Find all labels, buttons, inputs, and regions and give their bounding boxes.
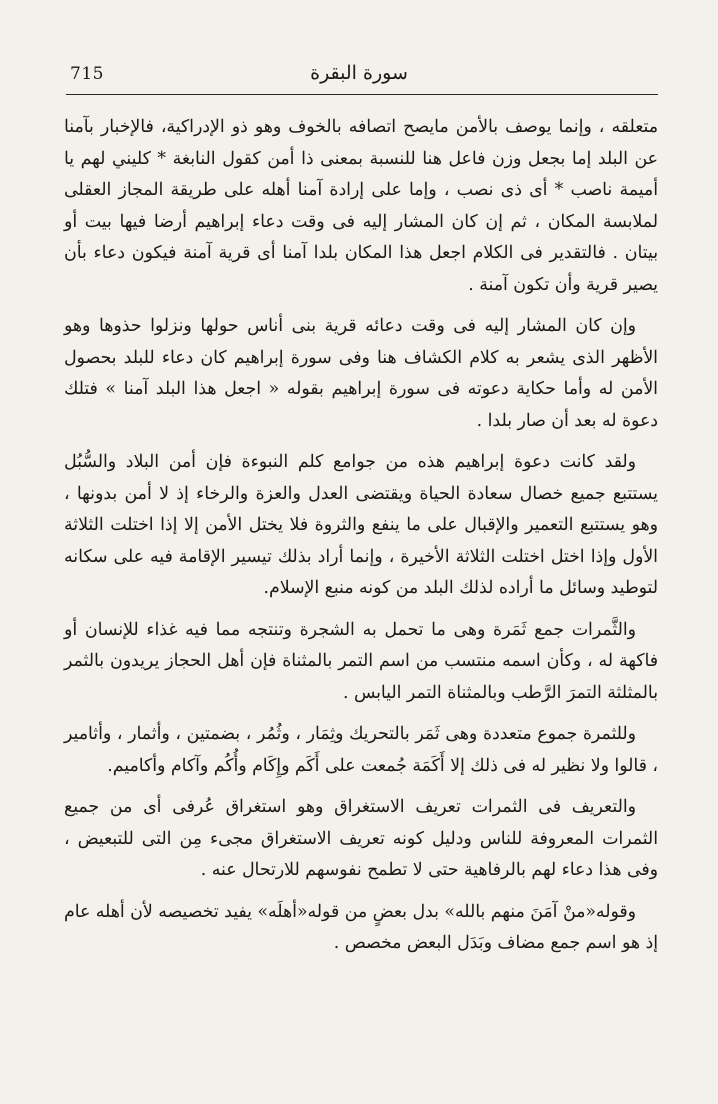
paragraph: وقوله«منْ آمَنَ منهم بالله» بدل بعضٍ من قوله«أهلَه» يفيد تخصيصه لأن أهله عام إذ هو اسم جمع مضاف وبَدَل البعض مخصص . [64,901,658,953]
page-number: 715 [70,64,104,84]
page-body [64,112,658,970]
paragraph: متعلقه ، وإنما يوصف بالأمن مايصح اتصافه بالخوف وهو ذو الإدراكية، فالإخبار بآمنا عن البلد إما بجعل وزن فاعل هنا للنسبة بمعنى ذا أمن كقول النابغة * كليني لهم يا أميمة ناصب * أى ذى نصب ، وإما على إرادة آمنا أهله على طريقة المجاز العقلى لملابسة المكان ، ثم إن كان المشار إليه فى وقت دعاء إبراهيم أرضا فيها بيت أو بيتان . فالتقدير فى الكلام اجعل هذا المكان بلدا آمنا أى قرية آمنة فيكون دعاء بأن يصير قرية وأن تكون آمنة . [64,117,658,295]
surah-title: سورة البقرة [310,62,408,84]
paragraph: وإن كان المشار إليه فى وقت دعائه قرية بنى أناس حولها ونزلوا حذوها وهو الأظهر الذى يشعر به كلام الكشاف هنا وفى سورة إبراهيم كان دعاء للبلد بحصول الأمن له وأما حكاية دعوته فى سورة إبراهيم بقوله « اجعل هذا البلد آمنا » فتلك دعوة له بعد أن صار بلدا . [64,316,658,431]
paragraph: وللثمرة جموع متعددة وهى ثَمَر بالتحريك وثِمَار ، وثُمُر ، بضمتين ، وأثمار ، وأثامير ، قالوا ولا نظير له فى ذلك إلا أَكَمَة جُمعت على أَكَم وإِكَام وأُكُم وآكام وأكاميم. [64,724,658,776]
page-header [62,52,656,88]
header-rule [66,94,658,95]
paragraph: والتعريف فى الثمرات تعريف الاستغراق وهو استغراق عُرفى أى من جميع الثمرات المعروفة للناس ودليل كونه تعريف الاستغراق مجىء مِن التى للتبعيض ، وفى هذا دعاء لهم بالرفاهية حتى لا تطمح نفوسهم للارتحال عنه . [64,797,658,880]
paragraph: والثَّمرات جمع ثَمَرة وهى ما تحمل به الشجرة وتنتجه مما فيه غذاء للإنسان أو فاكهة له ، وكأن اسمه منتسب من اسم التمر بالمثناة فإن أهل الحجاز يريدون بالثمر بالمثلثة التمرَ الرَّطب وبالمثناة التمر اليابس . [64,619,658,703]
paragraph: ولقد كانت دعوة إبراهيم هذه من جوامع كلم النبوءة فإن أمن البلاد والسُّبُل يستتبع جميع خصال سعادة الحياة ويقتضى العدل والعزة والرخاء إذ لا أمن بدونها ، وهو يستتبع التعمير والإقبال على ما ينفع والثروة فلا يختل الأمن إلا إذا اختلت الثلاثة الأول وإذا اختل اختلت الثلاثة الأخيرة ، وإنما أراد بذلك تيسير الإقامة فيه على سكانه لتوطيد وسائل ما أراده لذلك البلد من كونه منبع الإسلام. [64,452,658,598]
